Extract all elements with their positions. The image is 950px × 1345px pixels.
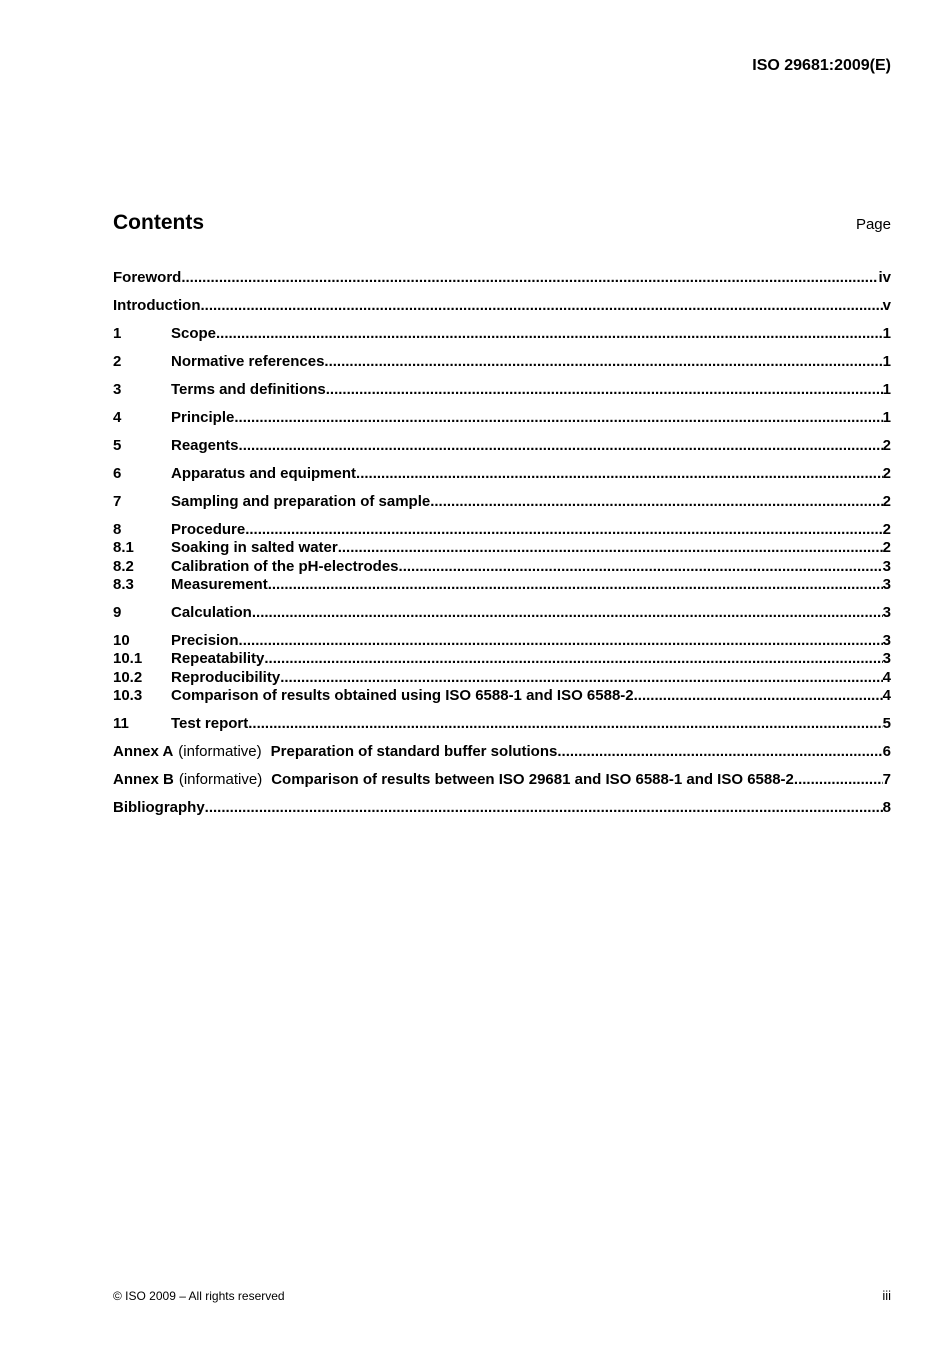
toc-leader-dots [280, 669, 882, 687]
toc-entry-page: 1 [882, 409, 891, 426]
toc-entry-number: 6 [113, 465, 122, 482]
toc-entry-page: 2 [882, 521, 891, 538]
toc-entry-number: 2 [113, 353, 122, 370]
toc-entry-page: 4 [882, 687, 891, 704]
toc-leader-dots [794, 771, 883, 789]
toc-entry-title: Measurement [171, 576, 268, 593]
toc-leader-dots [264, 650, 882, 668]
toc-leader-dots [248, 715, 882, 733]
toc-entry-repeatability[interactable] [113, 650, 891, 668]
toc-entry-title: Preparation of standard buffer solutions [270, 743, 558, 760]
toc-leader-dots [239, 632, 883, 650]
toc-entry-soaking[interactable] [113, 539, 891, 557]
toc-leader-dots [245, 521, 882, 539]
toc-entry-number: 3 [113, 381, 122, 398]
toc-entry-title: Bibliography [113, 799, 205, 816]
toc-entry-page: iv [878, 269, 891, 286]
toc-entry-page: 2 [882, 437, 891, 454]
toc-annex-label: Annex A [113, 743, 174, 760]
toc-entry-title: Calculation [171, 604, 252, 621]
toc-entry-foreword[interactable] [113, 269, 891, 287]
toc-entry-page: 3 [882, 558, 891, 575]
toc-entry-reproducibility[interactable] [113, 669, 891, 687]
toc-entry-number: 5 [113, 437, 122, 454]
toc-leader-dots [268, 576, 883, 594]
page-column-label: Page [855, 216, 891, 233]
toc-entry-title: Foreword [113, 269, 182, 286]
toc-entry-number: 7 [113, 493, 122, 510]
toc-leader-dots [557, 743, 882, 761]
toc-entry-title: Apparatus and equipment [171, 465, 357, 482]
toc-leader-dots [430, 493, 882, 511]
toc-entry-title: Comparison of results obtained using ISO 6588-1 and ISO 6588-2 [171, 687, 634, 704]
toc-leader-dots [216, 325, 883, 343]
toc-entry-title: Precision [171, 632, 239, 649]
footer-page-number: iii [882, 1288, 891, 1303]
toc-entry-annex-a[interactable] [113, 743, 891, 761]
toc-entry-page: 2 [882, 539, 891, 556]
toc-leader-dots [634, 687, 883, 705]
toc-entry-normative-references[interactable] [113, 353, 891, 371]
toc-leader-dots [356, 465, 883, 483]
toc-entry-page: 1 [882, 325, 891, 342]
toc-entry-number: 8 [113, 521, 122, 538]
toc-leader-dots [252, 604, 883, 622]
toc-entry-test-report[interactable] [113, 715, 891, 733]
toc-entry-annex-b[interactable] [113, 771, 891, 789]
toc-leader-dots [399, 558, 883, 576]
toc-entry-number: 1 [113, 325, 122, 342]
document-id: ISO 29681:2009(E) [752, 57, 891, 74]
toc-entry-introduction[interactable] [113, 297, 891, 315]
toc-entry-page: 3 [882, 650, 891, 667]
toc-entry-comparison-of-results[interactable] [113, 687, 891, 705]
toc-entry-bibliography[interactable] [113, 799, 891, 817]
toc-entry-page: 4 [882, 669, 891, 686]
toc-entry-principle[interactable] [113, 409, 891, 427]
toc-entry-title: Introduction [113, 297, 201, 314]
toc-entry-number: 10.1 [113, 650, 143, 667]
toc-entry-page: 3 [882, 632, 891, 649]
toc-entry-title: Test report [171, 715, 249, 732]
toc-entry-number: 10.3 [113, 687, 143, 704]
toc-entry-title: Reproducibility [171, 669, 281, 686]
toc-leader-dots [338, 539, 883, 557]
toc-leader-dots [234, 409, 882, 427]
toc-leader-dots [181, 269, 878, 287]
toc-leader-dots [200, 297, 882, 315]
toc-entry-page: 6 [882, 743, 891, 760]
toc-entry-sampling[interactable] [113, 493, 891, 511]
toc-entry-title: Normative references [171, 353, 325, 370]
toc-entry-number: 8.1 [113, 539, 134, 556]
toc-entry-title: Repeatability [171, 650, 265, 667]
toc-entry-calculation[interactable] [113, 604, 891, 622]
toc-entry-reagents[interactable] [113, 437, 891, 455]
toc-entry-title: Sampling and preparation of sample [171, 493, 431, 510]
toc-entry-number: 4 [113, 409, 122, 426]
toc-entry-page: 3 [882, 604, 891, 621]
toc-leader-dots [324, 353, 882, 371]
toc-entry-precision[interactable] [113, 632, 891, 650]
toc-annex-label: Annex B [113, 771, 174, 788]
toc-annex-type: (informative) [178, 743, 262, 760]
toc-leader-dots [205, 799, 883, 817]
toc-entry-page: v [882, 297, 891, 314]
toc-entry-measurement[interactable] [113, 576, 891, 594]
toc-entry-title: Reagents [171, 437, 239, 454]
toc-entry-scope[interactable] [113, 325, 891, 343]
toc-entry-page: 2 [882, 493, 891, 510]
toc-entry-page: 7 [882, 771, 891, 788]
toc-entry-title: Scope [171, 325, 217, 342]
toc-entry-calibration[interactable] [113, 558, 891, 576]
toc-entry-title: Terms and definitions [171, 381, 326, 398]
toc-entry-page: 1 [882, 381, 891, 398]
toc-entry-title: Comparison of results between ISO 29681 and ISO 6588-1 and ISO 6588-2 [271, 771, 794, 788]
toc-entry-number: 11 [113, 715, 129, 732]
toc-entry-title: Calibration of the pH-electrodes [171, 558, 399, 575]
footer-copyright: © ISO 2009 – All rights reserved [113, 1289, 285, 1303]
toc-entry-number: 9 [113, 604, 122, 621]
page-title: Contents [113, 211, 204, 234]
toc-entry-page: 3 [882, 576, 891, 593]
toc-entry-number: 8.2 [113, 558, 134, 575]
toc-annex-type: (informative) [178, 771, 263, 788]
toc-entry-title: Principle [171, 409, 235, 426]
toc-entry-number: 10 [113, 632, 130, 649]
toc-leader-dots [326, 381, 883, 399]
toc-entry-page: 8 [882, 799, 891, 816]
toc-entry-page: 5 [882, 715, 891, 732]
toc-entry-page: 2 [882, 465, 891, 482]
toc-entry-title: Soaking in salted water [171, 539, 338, 556]
toc-entry-page: 1 [882, 353, 891, 370]
toc-entry-number: 10.2 [113, 669, 143, 686]
toc-entry-apparatus-and-equipment[interactable] [113, 465, 891, 483]
toc-entry-terms-and-definitions[interactable] [113, 381, 891, 399]
toc-entry-title: Procedure [171, 521, 246, 538]
toc-entry-procedure[interactable] [113, 521, 891, 539]
toc-entry-number: 8.3 [113, 576, 134, 593]
toc-leader-dots [239, 437, 883, 455]
